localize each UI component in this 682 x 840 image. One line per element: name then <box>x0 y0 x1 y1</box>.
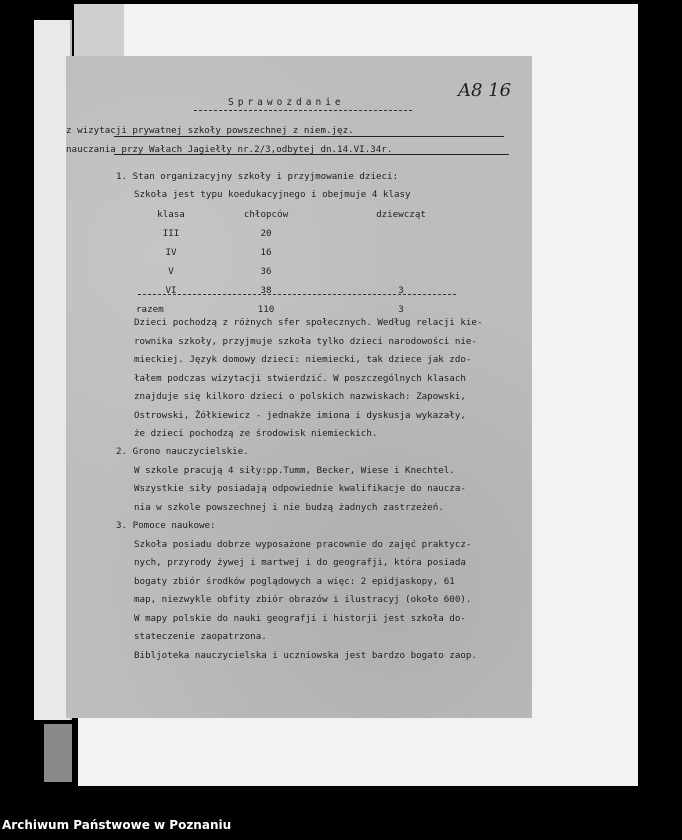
table-row <box>136 244 476 263</box>
section-1-intro: Szkoła jest typu koedukacyjnego i obejmuje 4 klasy <box>134 189 411 200</box>
table-cell: V <box>168 266 174 278</box>
subtitle-line-1: z wizytacji prywatnej szkoły powszechnej z niem.jęz. <box>66 125 354 136</box>
table-cell: 36 <box>260 266 272 278</box>
document-heading: Sprawozdanie <box>228 97 345 108</box>
paragraph-line: Dzieci pochodzą z różnych sfer społecznych. Według relacji kie- <box>134 317 483 328</box>
table-cell: 3 <box>398 285 404 297</box>
paper-fold <box>74 4 124 56</box>
table-cell <box>326 263 476 282</box>
heading-rule <box>194 110 412 111</box>
paragraph-line: Wszystkie siły posiadają odpowiednie kwalifikacje do naucza- <box>134 483 466 494</box>
paragraph-line: W mapy polskie do nauki geografji i historji jest szkoła do- <box>134 612 466 624</box>
table-cell: 3 <box>398 304 404 316</box>
column-header: chłopców <box>243 209 289 221</box>
section-3-title: 3. Pomoce naukowe: <box>116 520 216 531</box>
subtitle-line-2: nauczania przy Wałach Jagiełły nr.2/3,odbytej dn.14.VI.34r. <box>66 144 393 155</box>
paragraph-line: że dzieci pochodzą ze środowisk niemieckich. <box>134 428 378 439</box>
table-row <box>136 263 476 282</box>
table-total-rule <box>138 294 456 295</box>
table-cell <box>326 225 476 244</box>
table-cell: III <box>162 228 180 240</box>
paragraph-line: mieckiej. Język domowy dzieci: niemiecki, tak dziece jak zdo- <box>134 354 472 365</box>
paragraph-line: stateczenie zaopatrzona. <box>134 631 267 642</box>
table-cell: VI <box>165 285 177 297</box>
paragraph-line: Szkoła posiadu dobrze wyposażone pracownie do zajęć praktycz- <box>134 538 472 550</box>
table-row <box>136 282 476 301</box>
paragraph-line: rownika szkoły, przyjmuje szkoła tylko dzieci narodowości nie- <box>134 335 477 347</box>
table-cell <box>326 244 476 263</box>
class-enrollment-table <box>136 206 476 320</box>
paragraph-line: map, niezwykle obfity zbiór obrazów i ilustracyj (około 600). <box>134 594 472 605</box>
paragraph-line: nych, przyrody żywej i martwej i do geografji, która posiada <box>134 557 466 568</box>
table-cell: 110 <box>257 304 275 316</box>
table-header-row <box>136 206 476 225</box>
paragraph-line: łałem podczas wizytacji stwierdzić. W poszczególnych klasach <box>134 372 466 384</box>
paragraph-line: znajduje się kilkoro dzieci o polskich nazwiskach: Zapowski, <box>134 391 466 402</box>
archive-watermark: Archiwum Państwowe w Poznaniu <box>2 818 232 832</box>
document-page <box>66 56 532 718</box>
paragraph-line: bogaty zbiór środków poglądowych a więc: 2 epidjaskopy, 61 <box>134 575 455 587</box>
section-2-title: 2. Grono nauczycielskie. <box>116 446 249 457</box>
section-1-title: 1. Stan organizacyjny szkoły i przyjmowanie dzieci: <box>116 171 399 182</box>
handwritten-page-number: A8 16 <box>458 80 512 101</box>
column-header: dziewcząt <box>376 209 426 221</box>
table-cell: 20 <box>260 228 272 240</box>
table-cell: 38 <box>260 285 272 297</box>
paragraph-line: Bibljoteka nauczycielska i uczniowska jest bardzo bogato zaop. <box>134 649 477 661</box>
binding-strip-bottom <box>44 724 72 782</box>
paragraph-line: nia w szkole powszechnej i nie budzą żadnych zastrzeżeń. <box>134 501 444 513</box>
table-cell: 16 <box>260 247 272 259</box>
subtitle-underline-1 <box>114 136 504 137</box>
column-header: klasa <box>157 209 185 221</box>
paragraph-line: W szkole pracują 4 siły:pp.Tumm, Becker, Wiese i Knechtel. <box>134 464 455 476</box>
subtitle-underline-2 <box>114 154 509 155</box>
table-row <box>136 225 476 244</box>
paragraph-line: Ostrowski, Żółkiewicz - jednakże imiona i dyskusja wykazały, <box>134 409 466 421</box>
table-cell: razem <box>136 304 164 316</box>
table-cell: IV <box>165 247 177 259</box>
